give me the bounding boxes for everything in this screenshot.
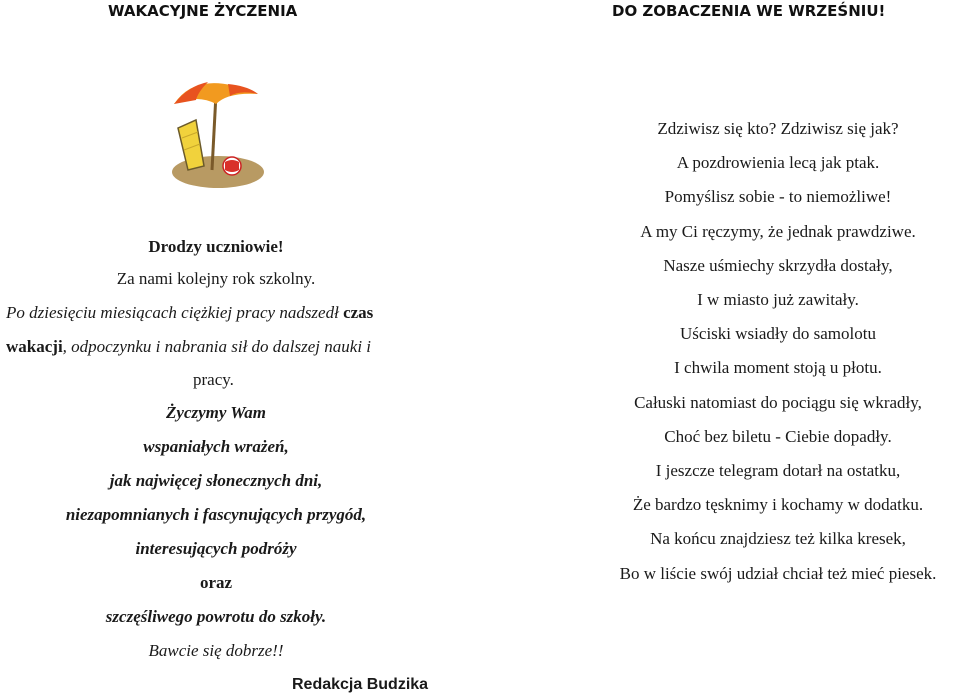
beach-umbrella-icon <box>168 72 264 190</box>
letter-p2 <box>0 296 432 330</box>
letter-p3 <box>0 330 432 364</box>
poem-line: Pomyślisz sobie - to niemożliwe! <box>664 187 892 207</box>
poem-line: Nasze uśmiechy skrzydła dostały, <box>663 255 893 275</box>
poem-line: Na końcu znajdziesz też kilka kresek, <box>650 529 906 549</box>
poem-line: Bo w liście swój udział chciał też mieć piesek. <box>619 563 937 583</box>
poem-line: I jeszcze telegram dotarł na ostatku, <box>655 461 901 481</box>
letter-p2-italic: Po dziesięciu miesiącach ciężkiej pracy nadszedł <box>6 303 344 322</box>
heading-left: WAKACYJNE ŻYCZENIA <box>108 2 298 20</box>
poem-line: A my Ci ręczymy, że jednak prawdziwe. <box>640 221 916 241</box>
poem-line: Że bardzo tęsknimy i kochamy w dodatku. <box>632 495 924 515</box>
letter-p3-italic: , odpoczynku i nabrania sił do dalszej nauki i <box>62 337 372 356</box>
letter-closing: Bawcie się dobrze!! <box>148 641 284 660</box>
poem-line: I w miasto już zawitały. <box>697 290 859 310</box>
letter-greeting: Drodzy uczniowie! <box>148 237 284 256</box>
umbrella-stripe <box>228 84 258 96</box>
poem-line: Zdziwisz się kto? Zdziwisz się jak? <box>657 119 899 138</box>
wish-line-3: jak najwięcej słonecznych dni, <box>109 471 323 490</box>
letter-p4: pracy. <box>193 370 234 389</box>
letter-p2-bold: czas <box>343 303 374 322</box>
poem-line: I chwila moment stoją u płotu. <box>674 358 882 378</box>
wish-line-6: oraz <box>199 573 233 592</box>
wish-line-5: interesujących podróży <box>135 539 297 558</box>
wish-line-7: szczęśliwego powrotu do szkoły. <box>105 607 327 626</box>
wish-line-4: niezapomnianych i fascynujących przygód, <box>65 505 367 524</box>
heading-right: DO ZOBACZENIA WE WRZEŚNIU! <box>612 2 886 20</box>
wish-line-1: Życzymy Wam <box>166 403 266 422</box>
letter-p1: Za nami kolejny rok szkolny. <box>116 269 316 288</box>
poem-line: Całuski natomiast do pociągu się wkradły, <box>634 392 922 412</box>
poem-line: A pozdrowienia lecą jak ptak. <box>676 153 880 173</box>
poem-column <box>590 112 960 591</box>
poem-line: Choć bez biletu - Ciebie dopadły. <box>664 426 892 446</box>
ball-stripe <box>225 160 239 172</box>
letter-signature: Redakcja Budzika <box>292 676 429 693</box>
wish-line-2: wspaniałych wrażeń, <box>143 437 289 456</box>
letter-column <box>0 232 432 668</box>
poem-line: Uściski wsiadły do samolotu <box>680 324 876 344</box>
letter-p3-bold: wakacji <box>6 337 63 356</box>
